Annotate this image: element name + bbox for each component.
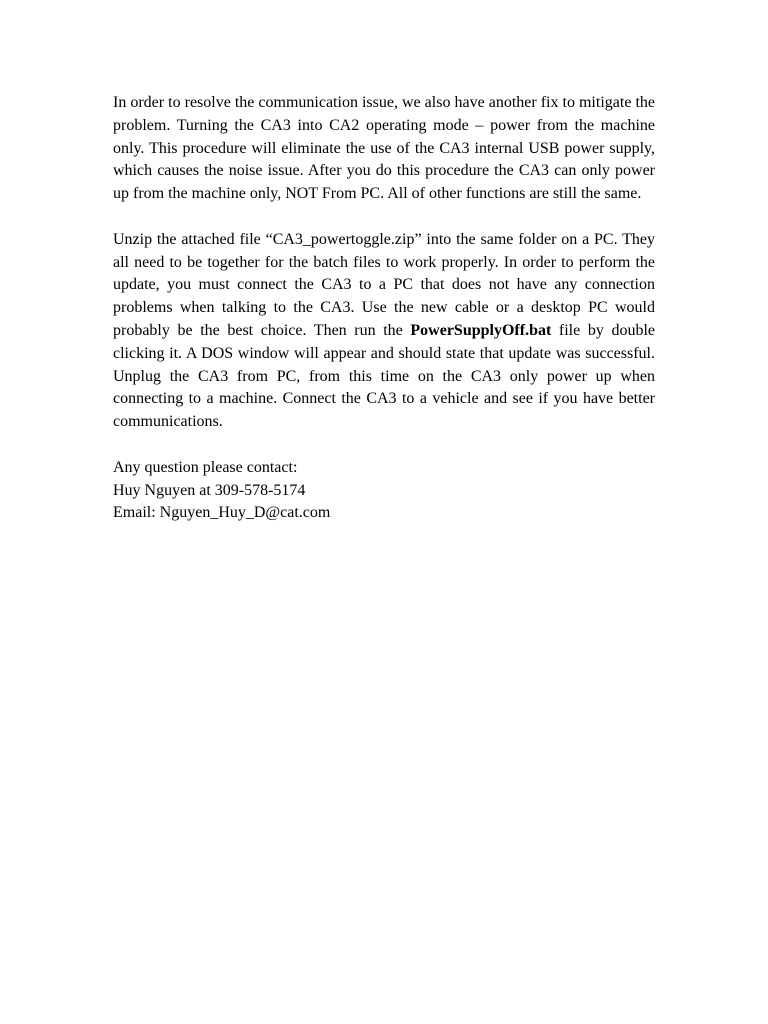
document-body [113, 92, 655, 525]
paragraph-communication-fix: In order to resolve the communication issue, we also have another fix to mitigate the problem. Turning the CA3 into CA2 operating mode – power from the machine only. This procedure will eliminate the use of the CA3 internal USB power supply, which causes the noise issue. After you do this procedure the CA3 can only power up from the machine only, NOT From PC. All of other functions are still the same. [113, 94, 655, 203]
contact-name-phone: Huy Nguyen at 309-578-5174 [113, 481, 306, 499]
instructions-text-before: Unzip the attached file “CA3_powertoggle.zip” into the same folder on a PC. They all need to be together for the batch files to work properly. In order to perform the update, you must connect the CA3 to a PC that does not have any connection problems when talking to the CA3. Use the new cable or a desktop PC would probably be the best choice. Then run the [113, 230, 655, 339]
instructions-text-after: file by double clicking it. A DOS window will appear and should state that update was successful. Unplug the CA3 from PC, from this time on the CA3 only power up when connecting to a machine. Connect the CA3 to a vehicle and see if you have better communications. [113, 321, 655, 431]
contact-intro: Any question please contact: [113, 458, 298, 476]
contact-block [113, 457, 655, 525]
paragraph-update-instructions [113, 229, 655, 434]
batch-file-name: PowerSupplyOff.bat [410, 321, 552, 339]
contact-email: Email: Nguyen_Huy_D@cat.com [113, 504, 331, 522]
